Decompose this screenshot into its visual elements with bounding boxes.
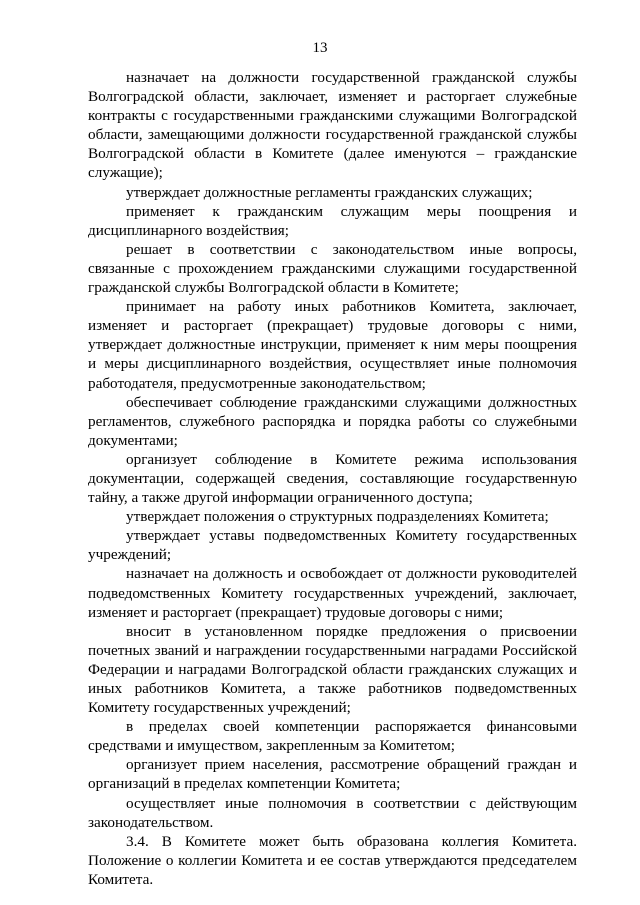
paragraph: организует соблюдение в Комитете режима использования документации, содержащей сведения, составляющие государственную тайну, а также другой информации ограниченного доступа; bbox=[88, 450, 577, 507]
document-body bbox=[88, 68, 577, 889]
paragraph: утверждает положения о структурных подразделениях Комитета; bbox=[126, 508, 549, 526]
paragraph: обеспечивает соблюдение гражданскими служащими должностных регламентов, служебного распорядка и порядка работы со служебными документами; bbox=[88, 393, 577, 449]
paragraph: утверждает должностные регламенты гражданских служащих; bbox=[126, 183, 533, 201]
paragraph: назначает на должность и освобождает от должности руководителей подведомственных Комитету государственных учреждений, заключает, изменяет и расторгает (прекращает) трудовые договоры с ними; bbox=[88, 565, 577, 621]
paragraph: принимает на работу иных работников Комитета, заключает, изменяет и расторгает (прекращает) трудовые договоры с ними, утверждает должностные инструкции, применяет к ним меры поощрения и меры дисциплинарного воздействия, осуществляет иные полномочия работодателя, предусмотренные законодательством; bbox=[88, 298, 577, 392]
page-number: 13 bbox=[312, 40, 328, 56]
paragraph: решает в соответствии с законодательством иные вопросы, связанные с прохождением гражданскими служащими государственной гражданской службы Волгоградской области в Комитете; bbox=[88, 240, 577, 297]
paragraph: 3.4. В Комитете может быть образована коллегия Комитета. Положение о коллегии Комитета и ее состав утверждаются председателем Комитета. bbox=[88, 832, 577, 888]
paragraph: организует прием населения, рассмотрение обращений граждан и организаций в пределах компетенции Комитета; bbox=[88, 756, 577, 793]
paragraph: в пределах своей компетенции распоряжается финансовыми средствами и имуществом, закрепленным за Комитетом; bbox=[88, 718, 577, 755]
paragraph: осуществляет иные полномочия в соответствии с действующим законодательством. bbox=[88, 794, 577, 831]
paragraph: утверждает уставы подведомственных Комитету государственных учреждений; bbox=[88, 527, 577, 564]
paragraph: вносит в установленном порядке предложения о присвоении почетных званий и награждении государственными наградами Российской Федерации и наградами Волгоградской области гражданских служащих и иных работников Комитета, а также работников подведомственных Комитету государственных учреждений; bbox=[88, 622, 577, 717]
paragraph: назначает на должности государственной гражданской службы Волгоградской области, заключает, изменяет и расторгает служебные контракты с государственными гражданскими служащими Волгоградской области, замещающими должности государственной гражданской службы Волгоградской области в Комитете (далее именуются – гражданские служащие); bbox=[88, 69, 577, 182]
paragraph: применяет к гражданским служащим меры поощрения и дисциплинарного воздействия; bbox=[88, 202, 577, 239]
